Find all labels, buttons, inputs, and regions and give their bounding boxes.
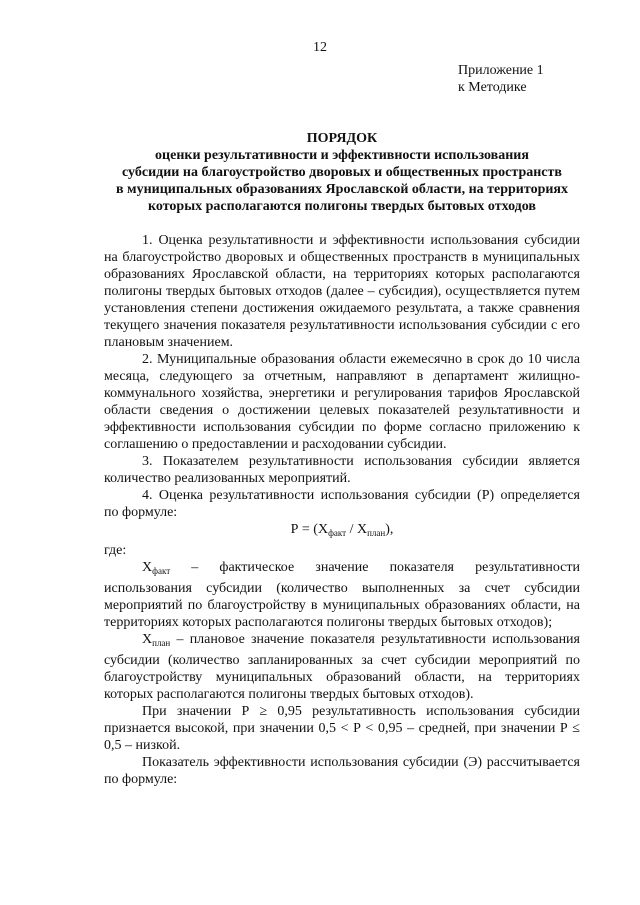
document-title — [104, 130, 580, 215]
formula-sub-fact: факт — [328, 528, 347, 538]
document-body — [104, 232, 580, 788]
title-line-4: которых располагаются полигоны твердых бытовых отходов — [148, 199, 536, 214]
formula-part-middle: / Х — [346, 522, 368, 537]
paragraph-2: 2. Муниципальные образования области ежемесячно в срок до 10 числа месяца, следующего за отчетным, направляют в департамент жилищно-коммунального хозяйства, энергетики и регулирования тарифов Ярославской области сведения о достижении целевых показателей результативности и эффективности использования субсидии по форме согласно приложению к соглашению о предоставлении и расходовании субсидии. — [104, 352, 580, 452]
title-heading: ПОРЯДОК — [306, 131, 378, 146]
formula-part-right: ), — [385, 522, 394, 537]
evaluation-paragraph: При значении Р ≥ 0,95 результативность использования субсидии признается высокой, при значении 0,5 < Р < 0,95 – средней, при значении Р ≤ 0,5 – низкой. — [104, 704, 580, 753]
paragraph-3: 3. Показателем результативности использования субсидии является количество реализованных мероприятий. — [104, 454, 580, 486]
formula-result — [104, 521, 580, 542]
where-label: где: — [104, 543, 127, 558]
title-line-2: субсидии на благоустройство дворовых и общественных пространств — [122, 165, 562, 180]
formula-part-left: Р = (Х — [290, 522, 329, 537]
formula-sub-plan: план — [367, 528, 386, 538]
paragraph-4: 4. Оценка результативности использования субсидии (Р) определяется по формуле: — [104, 488, 580, 520]
appendix-reference — [458, 62, 544, 96]
appendix-line-2: к Методике — [458, 80, 527, 95]
title-line-3: в муниципальных образованиях Ярославской области, на территориях — [116, 182, 568, 197]
plan-subscript: план — [152, 638, 171, 648]
fact-text: – фактическое значение показателя результативности использования субсидии (количество выполненных за счет субсидии мероприятий по благоустройству в муниципальных образованиях области, на территориях которых располагаются полигоны твердых бытовых отходов); — [104, 560, 580, 630]
paragraph-1: 1. Оценка результативности и эффективности использования субсидии на благоустройство дворовых и общественных пространств в муниципальных образованиях Ярославской области, на территориях которых располагаются полигоны твердых бытовых отходов (далее – субсидия), осуществляется путем установления степени достижения ожидаемого результата, а также сравнения текущего значения показателя результативности использования субсидии с его плановым значением. — [104, 233, 580, 350]
efficiency-paragraph: Показатель эффективности использования субсидии (Э) рассчитывается по формуле: — [104, 755, 580, 787]
definition-plan — [104, 631, 580, 703]
fact-subscript: факт — [152, 566, 171, 576]
plan-text: – плановое значение показателя результативности использования субсидии (количество запланированных за счет субсидии мероприятий по благоустройству муниципальных образований области, на территориях которых располагаются полигоны твердых бытовых отходов). — [104, 632, 580, 702]
appendix-line-1: Приложение 1 — [458, 63, 544, 78]
definition-fact — [104, 559, 580, 631]
title-line-1: оценки результативности и эффективности использования — [155, 148, 529, 163]
plan-symbol: Х — [142, 632, 153, 647]
fact-symbol: Х — [142, 560, 153, 575]
page-number: 12 — [313, 40, 327, 55]
